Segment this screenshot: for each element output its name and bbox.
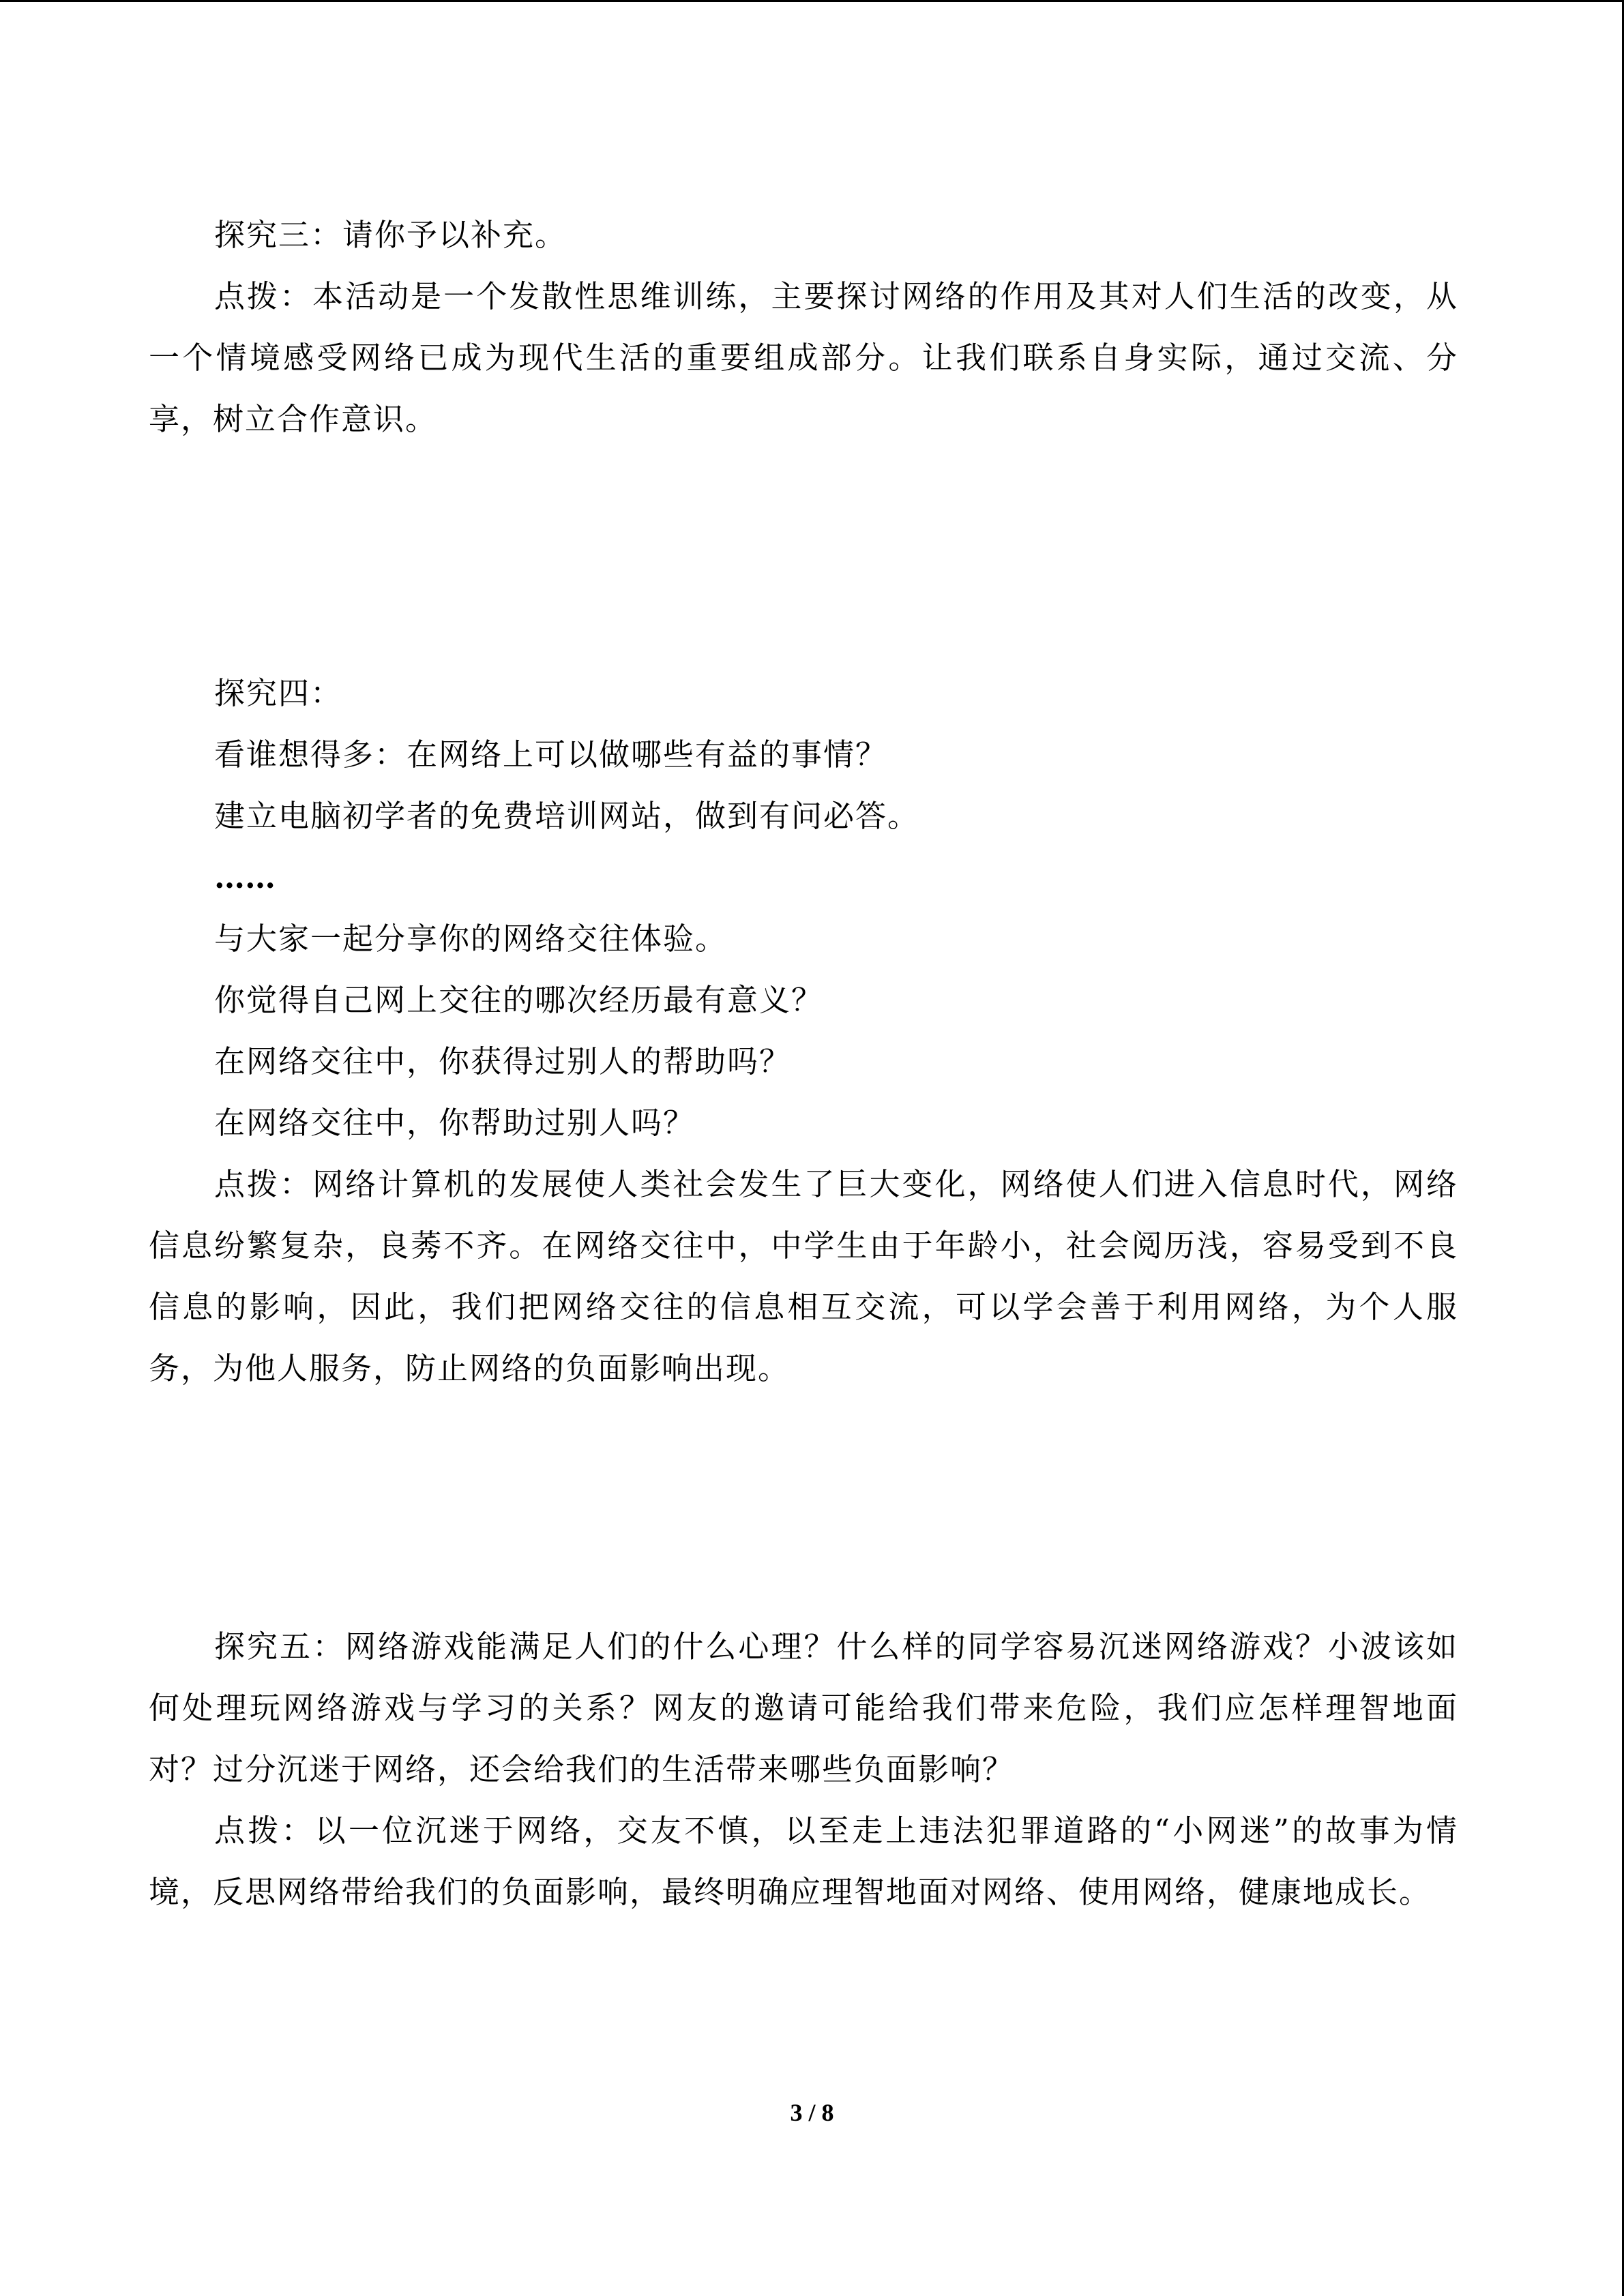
inquiry-4-question-3: 你觉得自己网上交往的哪次经历最有意义？	[214, 982, 824, 1018]
inquiry-4-question-5: 在网络交往中，你帮助过别人吗？	[214, 1105, 696, 1141]
inquiry-5-prompt: 探究五：网络游戏能满足人们的什么心理？什么样的同学容易沉迷网络游戏？小波该如何处理玩网络游戏与学习的关系？网友的邀请可能给我们带来危险，我们应怎样理智地面对？过分沉迷于网络，还会给我们的生活带来哪些负面影响？	[149, 1628, 1458, 1787]
inquiry-4-answer-1: 建立电脑初学者的免费培训网站，做到有问必答。	[214, 798, 920, 834]
inquiry-4-hint: 点拨：网络计算机的发展使人类社会发生了巨大变化，网络使人们进入信息时代，网络信息纷繁复杂，良莠不齐。在网络交往中，中学生由于年龄小，社会阅历浅，容易受到不良信息的影响，因此，我们把网络交往的信息相互交流，可以学会善于利用网络，为个人服务，为他人服务，防止网络的负面影响出现。	[149, 1166, 1458, 1386]
inquiry-5-hint: 点拨：以一位沉迷于网络，交友不慎，以至走上违法犯罪道路的“小网迷”的故事为情境，反思网络带给我们的负面影响，最终明确应理智地面对网络、使用网络，健康地成长。	[149, 1813, 1458, 1910]
page-number: 3 / 8	[790, 2099, 834, 2126]
inquiry-4-question-4: 在网络交往中，你获得过别人的帮助吗？	[214, 1043, 792, 1079]
inquiry-4-ellipsis: ……	[214, 859, 276, 895]
section-spacer	[149, 1399, 1458, 1616]
inquiry-3-hint: 点拨：本活动是一个发散性思维训练，主要探讨网络的作用及其对人们生活的改变，从一个情境感受网络已成为现代生活的重要组成部分。让我们联系自身实际，通过交流、分享，树立合作意识。	[149, 278, 1458, 437]
inquiry-3-prompt: 探究三：请你予以补充。	[214, 217, 567, 253]
inquiry-4-question-2: 与大家一起分享你的网络交往体验。	[214, 921, 728, 957]
inquiry-4-question-1: 看谁想得多：在网络上可以做哪些有益的事情？	[214, 736, 888, 773]
section-spacer	[149, 450, 1458, 663]
page-border-top	[0, 0, 1624, 2]
document-body	[149, 205, 1458, 1923]
inquiry-4-title: 探究四：	[214, 675, 343, 711]
